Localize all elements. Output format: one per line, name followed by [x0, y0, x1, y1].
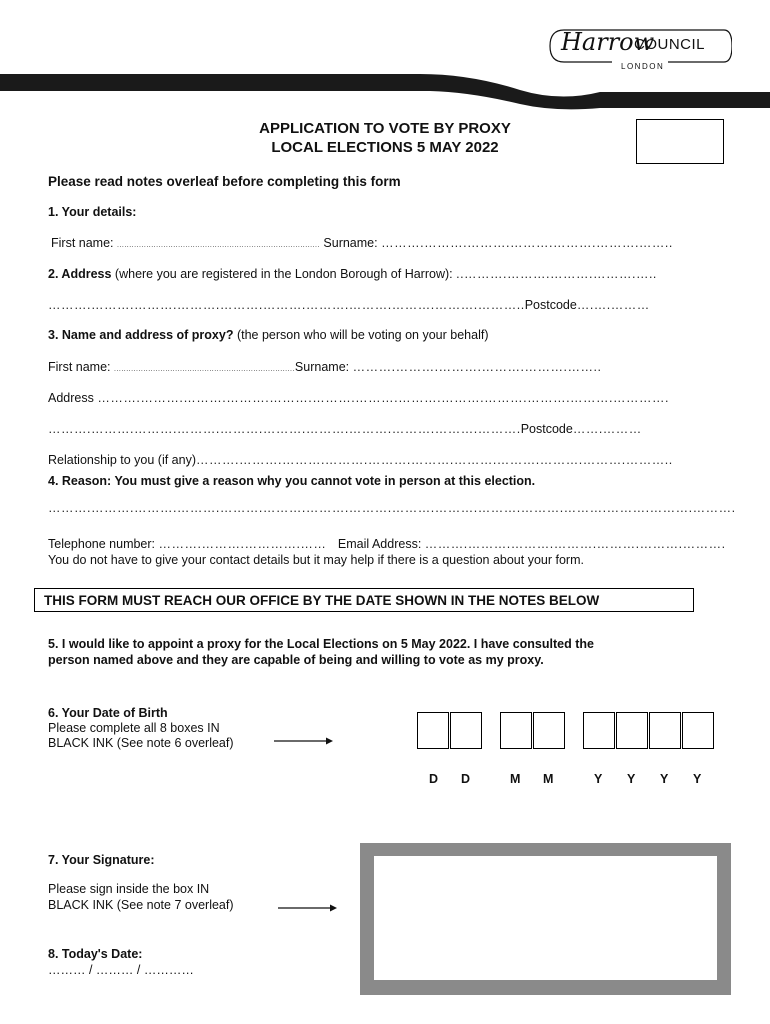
dob-year-4[interactable]	[682, 712, 714, 749]
address-row-2	[48, 298, 650, 312]
logo-london: LONDON	[621, 62, 665, 71]
section6-heading: 6. Your Date of Birth	[48, 706, 168, 720]
section5-line1: 5. I would like to appoint a proxy for the Local Elections on 5 May 2022. I have consulted the	[48, 637, 594, 651]
arrow-icon	[272, 736, 334, 746]
reason-field[interactable]: ……….……….……….……….……….……….……….……….……….……….……….……….……….……….……….……….	[48, 501, 736, 515]
address-row	[48, 267, 657, 281]
dob-label-y3: Y	[660, 772, 669, 786]
dob-label-m1: M	[510, 772, 521, 786]
form-subtitle: LOCAL ELECTIONS 5 MAY 2022	[271, 139, 499, 156]
postcode-label: Postcode	[524, 298, 577, 312]
address-field-2[interactable]: ……….……….……….……….……….……….……….……….……….……….………..	[48, 298, 525, 312]
section3-heading: 3. Name and address of proxy?	[48, 328, 234, 342]
proxy-address-field-2[interactable]: ……….……….……….……….……….……….……….……….……….……….……….	[48, 422, 521, 436]
dob-month-1[interactable]	[500, 712, 532, 749]
dob-year-2[interactable]	[616, 712, 648, 749]
address-field-1[interactable]: ..……….……….……….……….…..	[456, 267, 657, 281]
dob-label-y2: Y	[627, 772, 636, 786]
harrow-council-logo	[546, 24, 732, 76]
proxy-address-row	[48, 391, 669, 405]
proxy-surname-label: Surname:	[294, 360, 350, 374]
deadline-warning: THIS FORM MUST REACH OUR OFFICE BY THE DATE SHOWN IN THE NOTES BELOW	[34, 588, 694, 612]
dob-year-3[interactable]	[649, 712, 681, 749]
section6-line2: BLACK INK (See note 6 overleaf)	[48, 736, 234, 750]
proxy-heading-row	[48, 328, 489, 342]
proxy-surname-field[interactable]: ……….……….……….……….……….……..	[352, 360, 602, 374]
telephone-field[interactable]: ……….……….………….……	[158, 537, 327, 551]
dob-day-1[interactable]	[417, 712, 449, 749]
section5-line2: person named above and they are capable of being and willing to vote as my proxy.	[48, 653, 544, 667]
section3-note: (the person who will be voting on your behalf)	[233, 328, 489, 342]
proxy-postcode-label: Postcode	[520, 422, 573, 436]
reason-row	[48, 501, 736, 515]
section1-heading: 1. Your details:	[48, 205, 137, 219]
dob-label-y4: Y	[693, 772, 702, 786]
relationship-label: Relationship to you (if any)	[48, 453, 196, 467]
surname-label: Surname:	[323, 236, 378, 250]
section8-heading: 8. Today's Date:	[48, 947, 143, 961]
section7-line2: BLACK INK (See note 7 overleaf)	[48, 898, 234, 912]
section2-note: (where you are registered in the London Borough of Harrow):	[111, 267, 453, 281]
logo-council: COUNCIL	[634, 36, 706, 53]
dob-day-2[interactable]	[450, 712, 482, 749]
signature-box[interactable]	[374, 856, 717, 980]
section2-heading: 2. Address	[48, 267, 112, 281]
arrow-icon	[276, 903, 338, 913]
dob-year-1[interactable]	[583, 712, 615, 749]
relationship-row	[48, 453, 673, 467]
surname-field[interactable]: ……….……….……….……….……….……….……..	[381, 236, 673, 250]
proxy-first-name-label: First name:	[48, 360, 111, 374]
section4-heading: 4. Reason: You must give a reason why you cannot vote in person at this election.	[48, 474, 536, 488]
proxy-postcode-field[interactable]: …….………	[572, 422, 642, 436]
notice-text: Please read notes overleaf before completing this form	[48, 174, 401, 189]
first-name-field[interactable]: ...................................................................................	[117, 242, 320, 249]
proxy-first-name-field[interactable]: ..........................................................................	[114, 366, 295, 373]
dob-label-y1: Y	[594, 772, 603, 786]
proxy-address-field[interactable]: ……….……….……….……….……….……….……….……….……….……….……….……….………….	[97, 391, 669, 405]
email-label: Email Address:	[337, 537, 422, 551]
telephone-label: Telephone number:	[48, 537, 156, 551]
section7-line1: Please sign inside the box IN	[48, 882, 210, 896]
logo-script: Harrow	[561, 28, 655, 56]
contact-note: You do not have to give your contact details but it may help if there is a question about your form.	[48, 553, 584, 567]
todays-date-field[interactable]: ……… / ……… / …………	[48, 963, 194, 977]
contact-row	[48, 537, 726, 551]
relationship-field[interactable]: ……….……….……….……….……….……….……….……….……….……….………..	[196, 453, 673, 467]
proxy-address-label: Address	[48, 391, 94, 405]
dob-label-m2: M	[543, 772, 554, 786]
proxy-address-row-2	[48, 422, 642, 436]
proxy-name-row	[48, 360, 601, 374]
postcode-field[interactable]: ….….………	[576, 298, 650, 312]
dob-month-2[interactable]	[533, 712, 565, 749]
section7-heading: 7. Your Signature:	[48, 853, 155, 867]
email-field[interactable]: ……….……….……….……….……….……….……….	[424, 537, 726, 551]
section6-line1: Please complete all 8 boxes IN	[48, 721, 220, 735]
dob-label-d2: D	[461, 772, 471, 786]
form-title: APPLICATION TO VOTE BY PROXY	[259, 120, 511, 137]
first-name-label: First name:	[51, 236, 114, 250]
dob-label-d1: D	[429, 772, 439, 786]
applicant-name-row	[51, 236, 673, 250]
